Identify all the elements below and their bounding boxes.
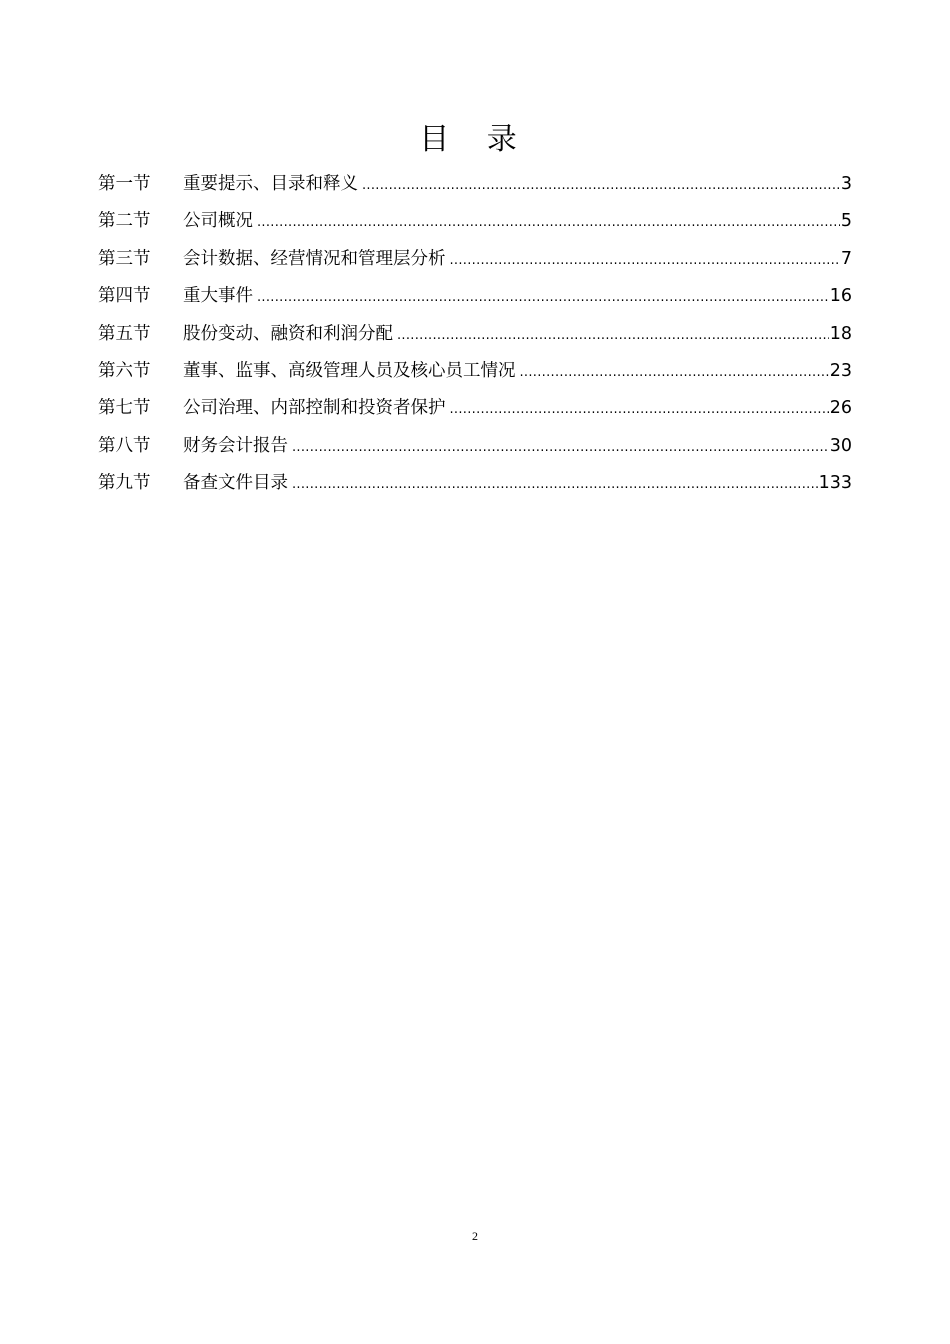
toc-dot-leader — [257, 204, 840, 241]
toc-section-number: 第二节 — [98, 211, 151, 232]
toc-entry[interactable] — [98, 203, 852, 240]
footer-page-number: 2 — [472, 1229, 478, 1243]
toc-heading: 重要提示、目录和释义 — [183, 174, 358, 194]
toc-dot-leader — [520, 354, 829, 391]
toc-section-number: 第四节 — [98, 286, 151, 307]
toc-entry[interactable] — [98, 278, 852, 315]
toc-dot-leader — [257, 279, 829, 316]
toc-heading: 公司概况 — [183, 211, 253, 232]
toc-entry[interactable] — [98, 166, 852, 203]
toc-section-number: 第一节 — [98, 174, 151, 194]
toc-page-number: 7 — [840, 248, 852, 269]
toc-heading: 财务会计报告 — [183, 435, 288, 456]
toc-entry[interactable] — [98, 465, 852, 502]
toc-heading: 会计数据、经营情况和管理层分析 — [183, 248, 446, 269]
toc-heading: 董事、监事、高级管理人员及核心员工情况 — [183, 360, 516, 381]
toc-entry[interactable] — [98, 428, 852, 465]
toc-section-number: 第六节 — [98, 360, 151, 381]
toc-entry[interactable] — [98, 390, 852, 427]
toc-section-number: 第七节 — [98, 398, 151, 419]
toc-page-number: 26 — [829, 398, 852, 419]
toc-section-number: 第八节 — [98, 435, 151, 456]
toc-dot-leader — [292, 466, 818, 503]
toc-heading: 公司治理、内部控制和投资者保护 — [183, 398, 446, 419]
toc-heading: 重大事件 — [183, 286, 253, 307]
toc-section-number: 第三节 — [98, 248, 151, 269]
toc-page-number: 133 — [818, 473, 852, 494]
table-of-contents — [98, 166, 852, 503]
toc-page-number: 23 — [829, 360, 852, 381]
toc-page-number: 30 — [829, 435, 852, 456]
toc-title: 目 录 — [419, 122, 531, 157]
toc-dot-leader — [397, 317, 829, 354]
toc-entry[interactable] — [98, 241, 852, 278]
toc-dot-leader — [450, 391, 829, 428]
toc-entry[interactable] — [98, 316, 852, 353]
toc-dot-leader — [450, 242, 840, 279]
toc-heading: 备查文件目录 — [183, 473, 288, 494]
toc-page-number: 3 — [840, 174, 852, 194]
toc-section-number: 第五节 — [98, 323, 151, 344]
toc-heading: 股份变动、融资和利润分配 — [183, 323, 393, 344]
toc-dot-leader — [362, 167, 840, 204]
toc-section-number: 第九节 — [98, 473, 151, 494]
toc-page-number: 18 — [829, 323, 852, 344]
toc-page-number: 16 — [829, 286, 852, 307]
toc-dot-leader — [292, 429, 829, 466]
toc-entry[interactable] — [98, 353, 852, 390]
toc-page-number: 5 — [840, 211, 852, 232]
